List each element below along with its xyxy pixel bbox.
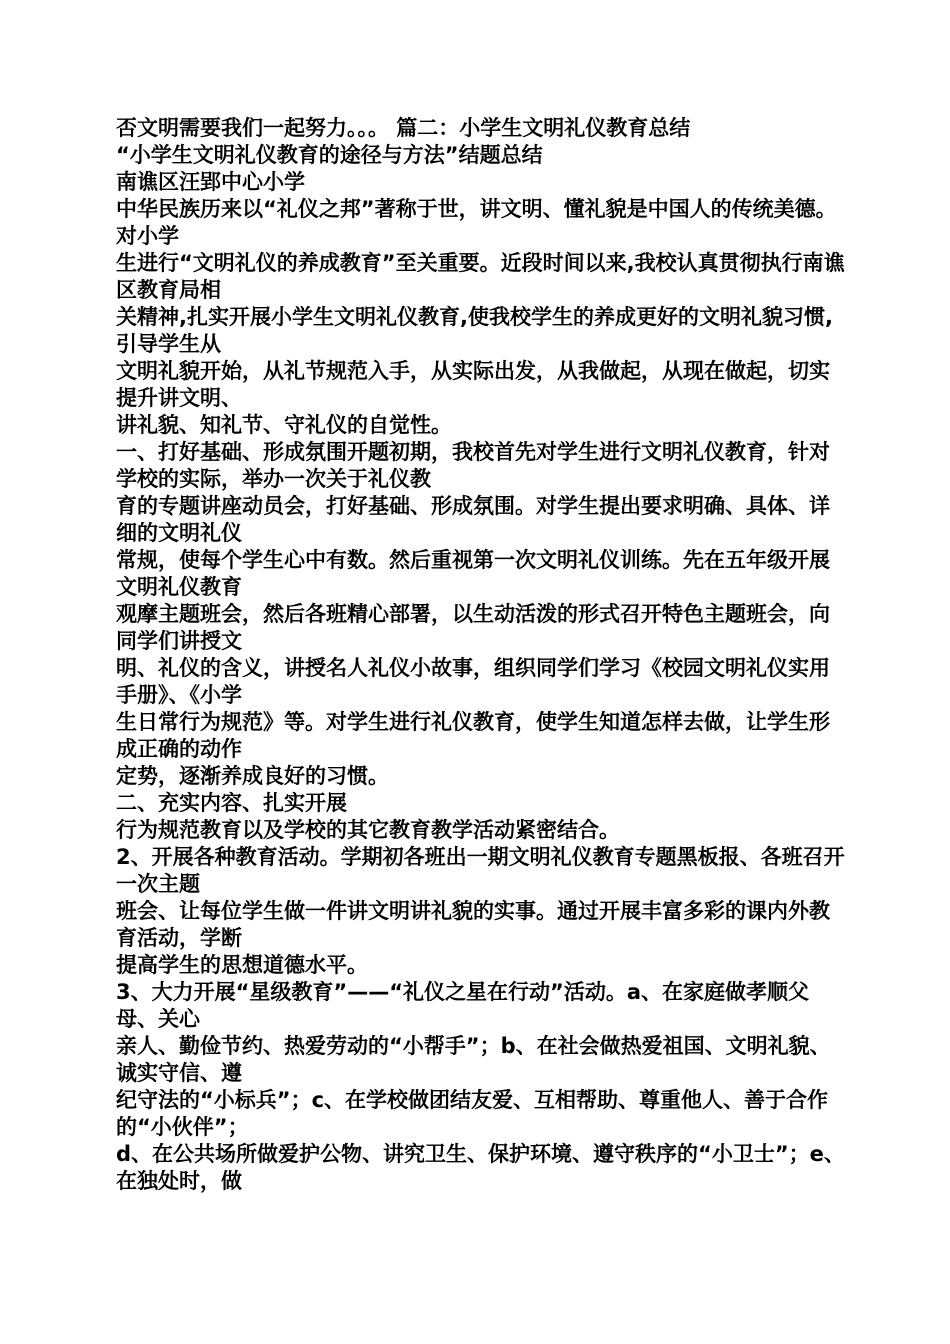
paragraph-11: 常规，使每个学生心中有数。然后重视第一次文明礼仪训练。先在五年级开展文明礼仪教育 xyxy=(116,548,830,599)
paragraph-19: 班会、让每位学生做一件讲文明讲礼貌的实事。通过开展丰富多彩的课内外教育活动，学断 xyxy=(116,899,830,950)
paragraph-4: 中华民族历来以“礼仪之邦”著称于世，讲文明、懂礼貌是中国人的传统美德。对小学 xyxy=(116,197,837,248)
paragraph-2: “小学生文明礼仪教育的途径与方法”结题总结 xyxy=(116,143,543,167)
paragraph-24: d、在公共场所做爱护公物、讲究卫生、保护环境、遵守秩序的“小卫士”；e、在独处时，做 xyxy=(116,1142,845,1193)
paragraph-9: 一、打好基础、形成氛围开题初期，我校首先对学生进行文明礼仪教育，针对学校的实际，举办一次关于礼仪教 xyxy=(116,440,830,491)
paragraph-6: 关精神,扎实开展小学生文明礼仪教育,使我校学生的养成更好的文明礼貌习惯, 引导学生从 xyxy=(116,305,833,356)
paragraph-23: 纪守法的“小标兵”；c、在学校做团结友爱、互相帮助、尊重他人、善于合作的“小伙伴”； xyxy=(116,1088,829,1139)
paragraph-12: 观摩主题班会，然后各班精心部署，以生动活泼的形式召开特色主题班会，向同学们讲授文 xyxy=(116,602,830,653)
paragraph-17: 行为规范教育以及学校的其它教育教学活动紧密结合。 xyxy=(116,818,620,842)
paragraph-7: 文明礼貌开始，从礼节规范入手，从实际出发，从我做起，从现在做起，切实提升讲文明、 xyxy=(116,359,830,410)
paragraph-13: 明、礼仪的含义，讲授名人礼仪小故事，组织同学们学习《校园文明礼仪实用手册》、《小学 xyxy=(116,656,830,707)
paragraph-18: 2、开展各种教育活动。学期初各班出一期文明礼仪教育专题黑板报、各班召开一次主题 xyxy=(116,845,845,896)
paragraph-22: 亲人、勤俭节约、热爱劳动的“小帮手”；b、在社会做热爱祖国、文明礼貌、诚实守信、遵 xyxy=(116,1034,831,1085)
paragraph-14: 生日常行为规范》等。对学生进行礼仪教育，使学生知道怎样去做，让学生形成正确的动作 xyxy=(116,710,830,761)
paragraph-3: 南谯区汪郢中心小学 xyxy=(116,170,305,194)
paragraph-21: 3、大力开展“星级教育”——“礼仪之星在行动”活动。a、在家庭做孝顺父母、关心 xyxy=(116,980,809,1031)
paragraph-8: 讲礼貌、知礼节、守礼仪的自觉性。 xyxy=(116,413,452,437)
paragraph-20: 提高学生的思想道德水平。 xyxy=(116,953,368,977)
paragraph-15: 定势，逐渐养成良好的习惯。 xyxy=(116,764,389,788)
paragraph-5: 生进行“文明礼仪的养成教育”至关重要。近段时间以来,我校认真贯彻执行南谯区教育局相 xyxy=(116,251,845,302)
paragraph-10: 育的专题讲座动员会，打好基础、形成氛围。对学生提出要求明确、具体、详细的文明礼仪 xyxy=(116,494,830,545)
paragraph-1: 否文明需要我们一起努力。。。 篇二：小学生文明礼仪教育总结 xyxy=(116,116,691,140)
paragraph-16: 二、充实内容、扎实开展 xyxy=(116,791,347,815)
document-page xyxy=(116,115,846,1195)
